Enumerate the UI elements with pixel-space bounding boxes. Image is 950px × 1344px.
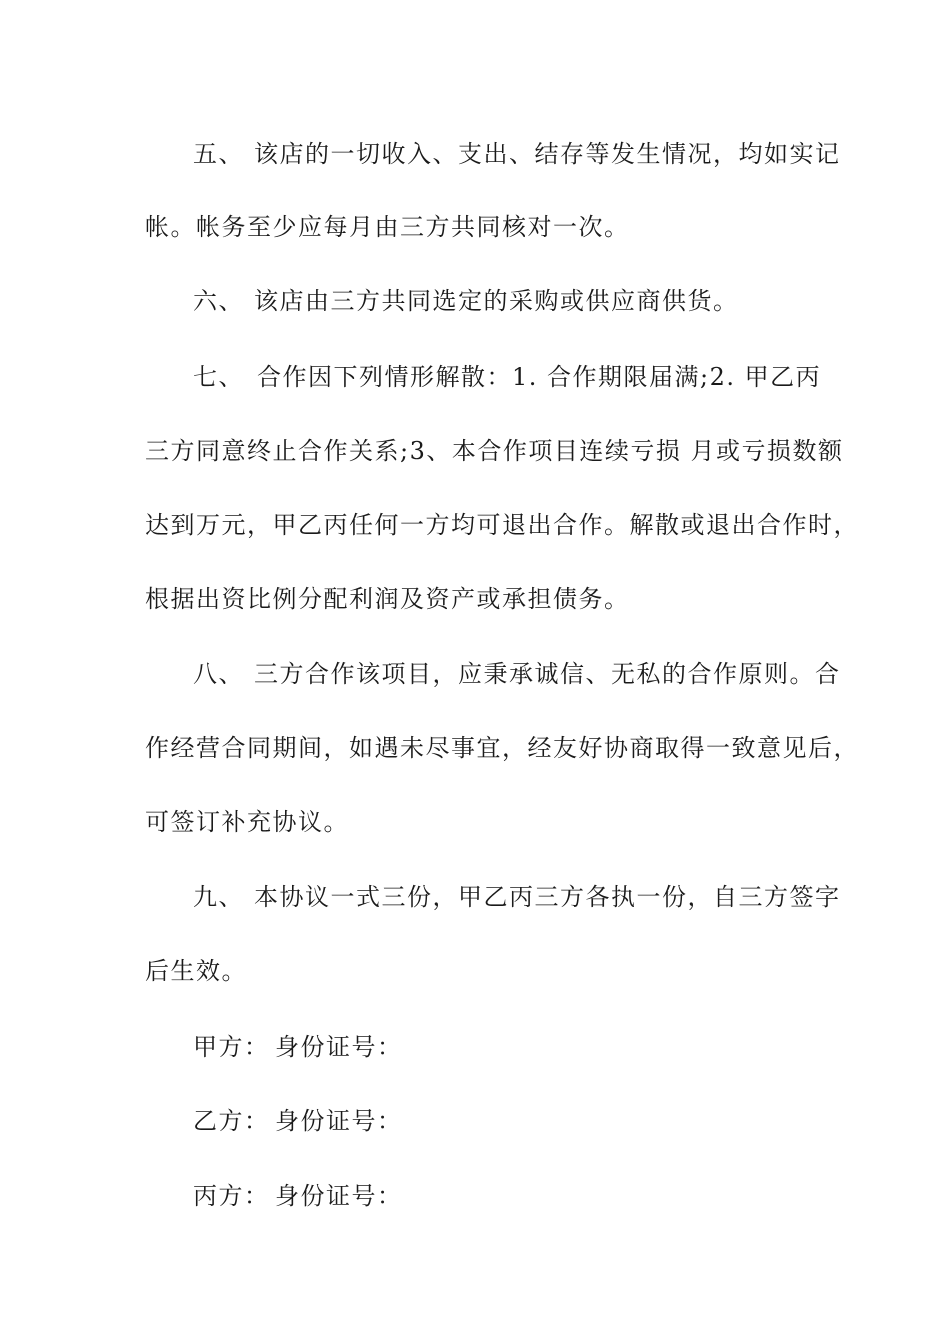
clause-text-line: 三方同意终止合作关系;3、本合作项目连续亏损 月或亏损数额 — [145, 437, 844, 465]
signature-party-label: 甲方： — [193, 1033, 270, 1061]
clause-text-line: 帐。帐务至少应每月由三方共同核对一次。 — [145, 213, 630, 241]
clause-number: 七、 — [193, 363, 244, 391]
signature-id-label: 身份证号： — [275, 1182, 403, 1210]
signature-id-label: 身份证号： — [275, 1033, 403, 1061]
clause-text-line: 三方合作该项目，应秉承诚信、无私的合作原则。合 — [254, 660, 841, 688]
clause-text-line: 达到万元，甲乙丙任何一方均可退出合作。解散或退出合作时， — [145, 511, 859, 539]
clause-number: 五、 — [193, 140, 244, 168]
clause-text-line: 可签订补充协议。 — [145, 808, 349, 836]
clause-text-line: 本协议一式三份，甲乙丙三方各执一份，自三方签字 — [254, 883, 841, 911]
clause-text-line: 合作因下列情形解散：1. 合作期限届满;2. 甲乙丙 — [257, 363, 822, 391]
clause-number: 九、 — [193, 883, 244, 911]
clause-text-line: 后生效。 — [145, 957, 247, 985]
clause-text-line: 根据出资比例分配利润及资产或承担债务。 — [145, 585, 630, 613]
clause-text-line: 该店的一切收入、支出、结存等发生情况，均如实记 — [254, 140, 841, 168]
clause-text-line: 该店由三方共同选定的采购或供应商供货。 — [254, 287, 739, 315]
signature-party-label: 乙方： — [193, 1107, 270, 1135]
signature-id-label: 身份证号： — [275, 1107, 403, 1135]
clause-number: 六、 — [193, 287, 244, 315]
clause-number: 八、 — [193, 660, 244, 688]
clause-text-line: 作经营合同期间，如遇未尽事宜，经友好协商取得一致意见后， — [145, 734, 859, 762]
signature-party-label: 丙方： — [193, 1182, 270, 1210]
